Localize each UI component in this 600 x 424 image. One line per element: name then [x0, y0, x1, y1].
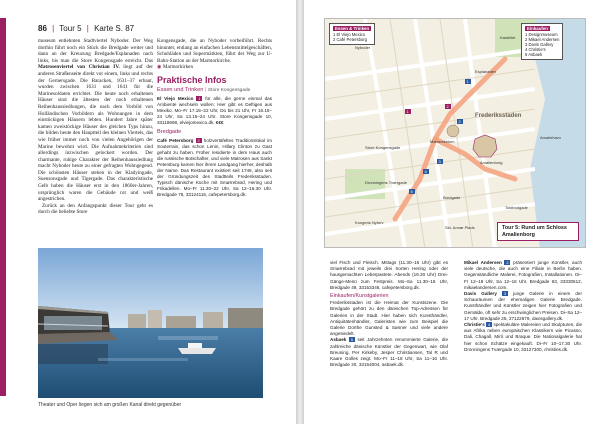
page-header — [38, 24, 134, 33]
map-reference: Karte S. 87 — [94, 24, 135, 33]
photo-caption: Theater und Oper liegen sich am großen Kanal direkt gegenüber — [38, 402, 182, 408]
map-marker-icon: 1 — [198, 96, 201, 102]
text-column-2 — [157, 38, 272, 198]
shop-entry: Mikael Andersen 2 präsentiert junge Künstler, auch viele deutsche, die auch eine Filiale in Berlin haben. Gegenständliche Malerei, Fotografien, Installationen. Di–Fr 12–18 Uhr, Sa 12–16 Uhr. Bredgade 63, 33330512, mikaelandersen.com. — [464, 260, 583, 290]
subsection-heading: Bredgade — [157, 129, 182, 136]
right-page — [304, 0, 600, 424]
chapter-side-bar — [0, 18, 6, 396]
header-separator: | — [86, 24, 89, 33]
text-column-1 — [38, 38, 153, 216]
location-pin-icon: ◉ — [157, 64, 162, 71]
text-column-right-2 — [464, 260, 582, 353]
svg-text:2: 2 — [458, 119, 461, 124]
subsection-heading: Essen und Trinken | Store Kongensgade — [157, 86, 251, 93]
tour-badge: Tour 5: Rund um Schloss Amalienborg — [497, 222, 579, 241]
body-paragraph: Kongensgade, die an Nyboder vorbeiführt. Rechts hinunter, entlang an einfachen Lebensmittelgeschäften, Schuhläden und Supermärkten, führt der Weg zur U-Bahn-Station an der Marmorkirche. — [157, 38, 272, 64]
map-label: Kastellet — [500, 35, 516, 40]
map-label: Amaliehavn — [540, 135, 561, 140]
tour-label: Tour 5 — [59, 24, 82, 33]
svg-text:5: 5 — [410, 189, 413, 194]
svg-text:4: 4 — [424, 169, 427, 174]
map-label: Amalienborg — [480, 160, 503, 165]
map-marker-icon: 3 — [503, 291, 507, 297]
svg-text:3: 3 — [438, 159, 441, 164]
map-label: Nyboder — [355, 45, 371, 50]
svg-text:1: 1 — [406, 109, 409, 114]
map-label: Dronningens Tværgade — [365, 180, 407, 185]
map-label: Toldbodgade — [505, 205, 528, 210]
shop-entry: Christie's 4 spektakuläre Malereien und Skulpturen, die aus Afrika neben europäischen Klassikern wie Picasso, Dali, Chagall, Miró und Braque. Die Nationalgalerie hat hier schon Schätze eingekauft. Di–Fr 10–17.30 Uhr. Dronningens Tværgade 10, 33127300, christies.dk. — [464, 322, 583, 352]
book-gutter — [296, 0, 304, 424]
page-number: 86 — [38, 24, 47, 33]
shop-entry: Asbaek 5 seit Jahrzehnten renommierte Galerie, die zahlreiche dänische Künstler der Gegenwart, wie Olaf Breuning, Per Kirkeby, Jesper Christiansen, Tal R und Kaare Golles zeigt. Mo–Fr 11–18 Uhr, Sa 11–16 Uhr. Bredgade 20, 33154004, asbaek.dk. — [330, 337, 449, 368]
map-label: Marmorkirken — [430, 139, 455, 144]
body-paragraph: viel Fisch und Fleisch. Mittags (11.30–16 Uhr) gibt es Smørrebrød mit jeweils drei Sorten Hering oder der hausgemachten Leberpastete. Abends (19.30 Uhr) Drei-Gänge-Menü zum Festpreis. Mo–Sa 11.30–16 Uhr, Bredgade 49, 33153346, cafepetersborg.dk. — [330, 260, 448, 290]
map-marker-icon: 5 — [350, 337, 353, 343]
body-paragraph: Zurück an den Anfangspunkt dieser Tour geht es durch die beliebte Store — [38, 202, 153, 216]
map-marker-icon: 2 — [506, 260, 509, 265]
map-label: Frederiksstaden — [475, 113, 522, 119]
body-paragraph: museum entlehnten Stadtviertel Nyboder. Der Weg dorthin führt noch ein Stück die Bredgade weiter und dann an der Kreuzung Bredgade/Esplanaden nach links, bis man die Store Kongensgade erreicht. Das Matrosenviertel von Christian IV. liegt auf der anderen Straßenseite direkt vor einem, links und rechts der Gernersgade. Die Baracken, 1631–37 erbaut, wurden zwischen 1631 und 1641 für die Marinesoldaten errichtet. Die heute noch erhaltenen Häuser sind die ältesten der noch erhaltenen Reihenhaussiedlungen, die nach dem Vorbild von Holländischen Vorbildern als Wohnungen in dem einstöckigen Häusern lebten. Hundert Jahre später kamen zweistöckige Häuser des gleichen Typs hinzu, die bilden heute den Hauptteil des kleinen Viertels, das wie früher immer noch von vielen Angehörigen der Marine bewohnt wird. Die Aufnahmekriterien sind allerdings inzwischen gelockert worden. Der charmante, ruhige Charakter der Reihenhaussiedlung macht Nyboder heute zu einer gefragten Wohngegend. Die schönsten Häuser stehen in der Kladyingade, Suensonsgade und Tigergade. Das charakteristische Gelb haben die Häuser erst in den 1860er-Jahren, ursprünglich waren die Gebäude rot und weiß angestrichen. — [38, 38, 153, 203]
map-label: Bredgade — [443, 195, 461, 200]
restaurant-entry: El Viejo Mexico 1 für alle, die gerne einmal das Ambiente wechseln wollen: Hier gibt es Deftiges aus Mexiko. Mo–Fr 17.15–22 Uhr, Do bis 21 Uhr, Fr 16.15–24 Uhr, Sa 13.15–24 Uhr. Store Kongensgade 10, 33118668, elviejomexico.dk. €€€ — [157, 96, 272, 126]
shop-entry: Davis Gallery 3 junge Galerie in einem der Schauräumen der ehemaligen Galerie Bredgade. Kunsthändler und Künstler zeigen hier Fotografien und Gemälde, oft sehr zu erschwinglichen Preisen. Di–Sa 12–17 Uhr. Bredgade 25, 27122679, davisgallery.dk. — [464, 291, 582, 321]
map-marker-icon: 2 — [197, 137, 200, 143]
map-label: Skt. Annæ Plads — [445, 225, 475, 230]
map-marker-icon: 4 — [487, 322, 491, 328]
highlight-term: Matrosenviertel von Christian IV. — [38, 64, 120, 71]
photo-image — [38, 248, 263, 398]
map-label: Store Kongensgade — [365, 145, 401, 150]
photo-opera-canal — [38, 248, 263, 398]
header-separator: | — [52, 24, 55, 33]
legend-essen: Essen & Trinken 1 El Viejo Mexico 2 Café Petersborg — [329, 23, 375, 45]
body-paragraph: Frederiksstaden ist die Heimat der Kunstszene. Die Bredgade gehört zu den dänischen Top-Adressen für Galerien in der Stadt. Hier haben sich Kunsthändler, Antiquitätenhändler, Galeristen wie zum Beispiel die Galerie Dorthe Gunsted & Sønner und viele andere angesiedelt. — [330, 300, 448, 337]
subsection-heading: Einkaufen/Kunstgalerien — [330, 293, 389, 300]
marker-note: ◉ Marmorkirken — [157, 64, 194, 71]
city-map — [324, 18, 586, 248]
legend-einkaufen: Einkaufen 1 Designmuseum 2 Mikael Andersen 3 Davis Gallery 4 Christie's 5 Asbaek — [521, 23, 563, 60]
section-title: Praktische Infos — [157, 74, 227, 85]
left-page — [0, 0, 296, 424]
svg-text:1: 1 — [466, 79, 469, 84]
text-column-right-1 — [330, 260, 448, 368]
map-label: Kongens Nytorv — [355, 220, 384, 225]
svg-text:2: 2 — [446, 104, 449, 109]
map-label: Esplanaden — [475, 69, 497, 74]
restaurant-entry: Café Petersborg 2 holzvertäfeltes Traditionslokal im Souterrain, das schon Lenin, Hillary Clinton zu Gast gehabt zu haben. Früher residierte in dem Haus auch die russische Botschafter, und viele Matrosen aus Sankt Petersburg kamen hier ihrem Landgang hierher, deshalb der Name. Das Restaurant existiert seit 1746, also seit der Gründungszeit des Stadtteils Frederiksstaden. Typisch dänische Küche mit Smørrebrød, Hering und Frikadellen. Mo–Fr 11.30–22 Uhr, Sa 12–16.30 Uhr. Bredgade 76, 33124116, cafepetersborg.dk. — [157, 137, 272, 197]
